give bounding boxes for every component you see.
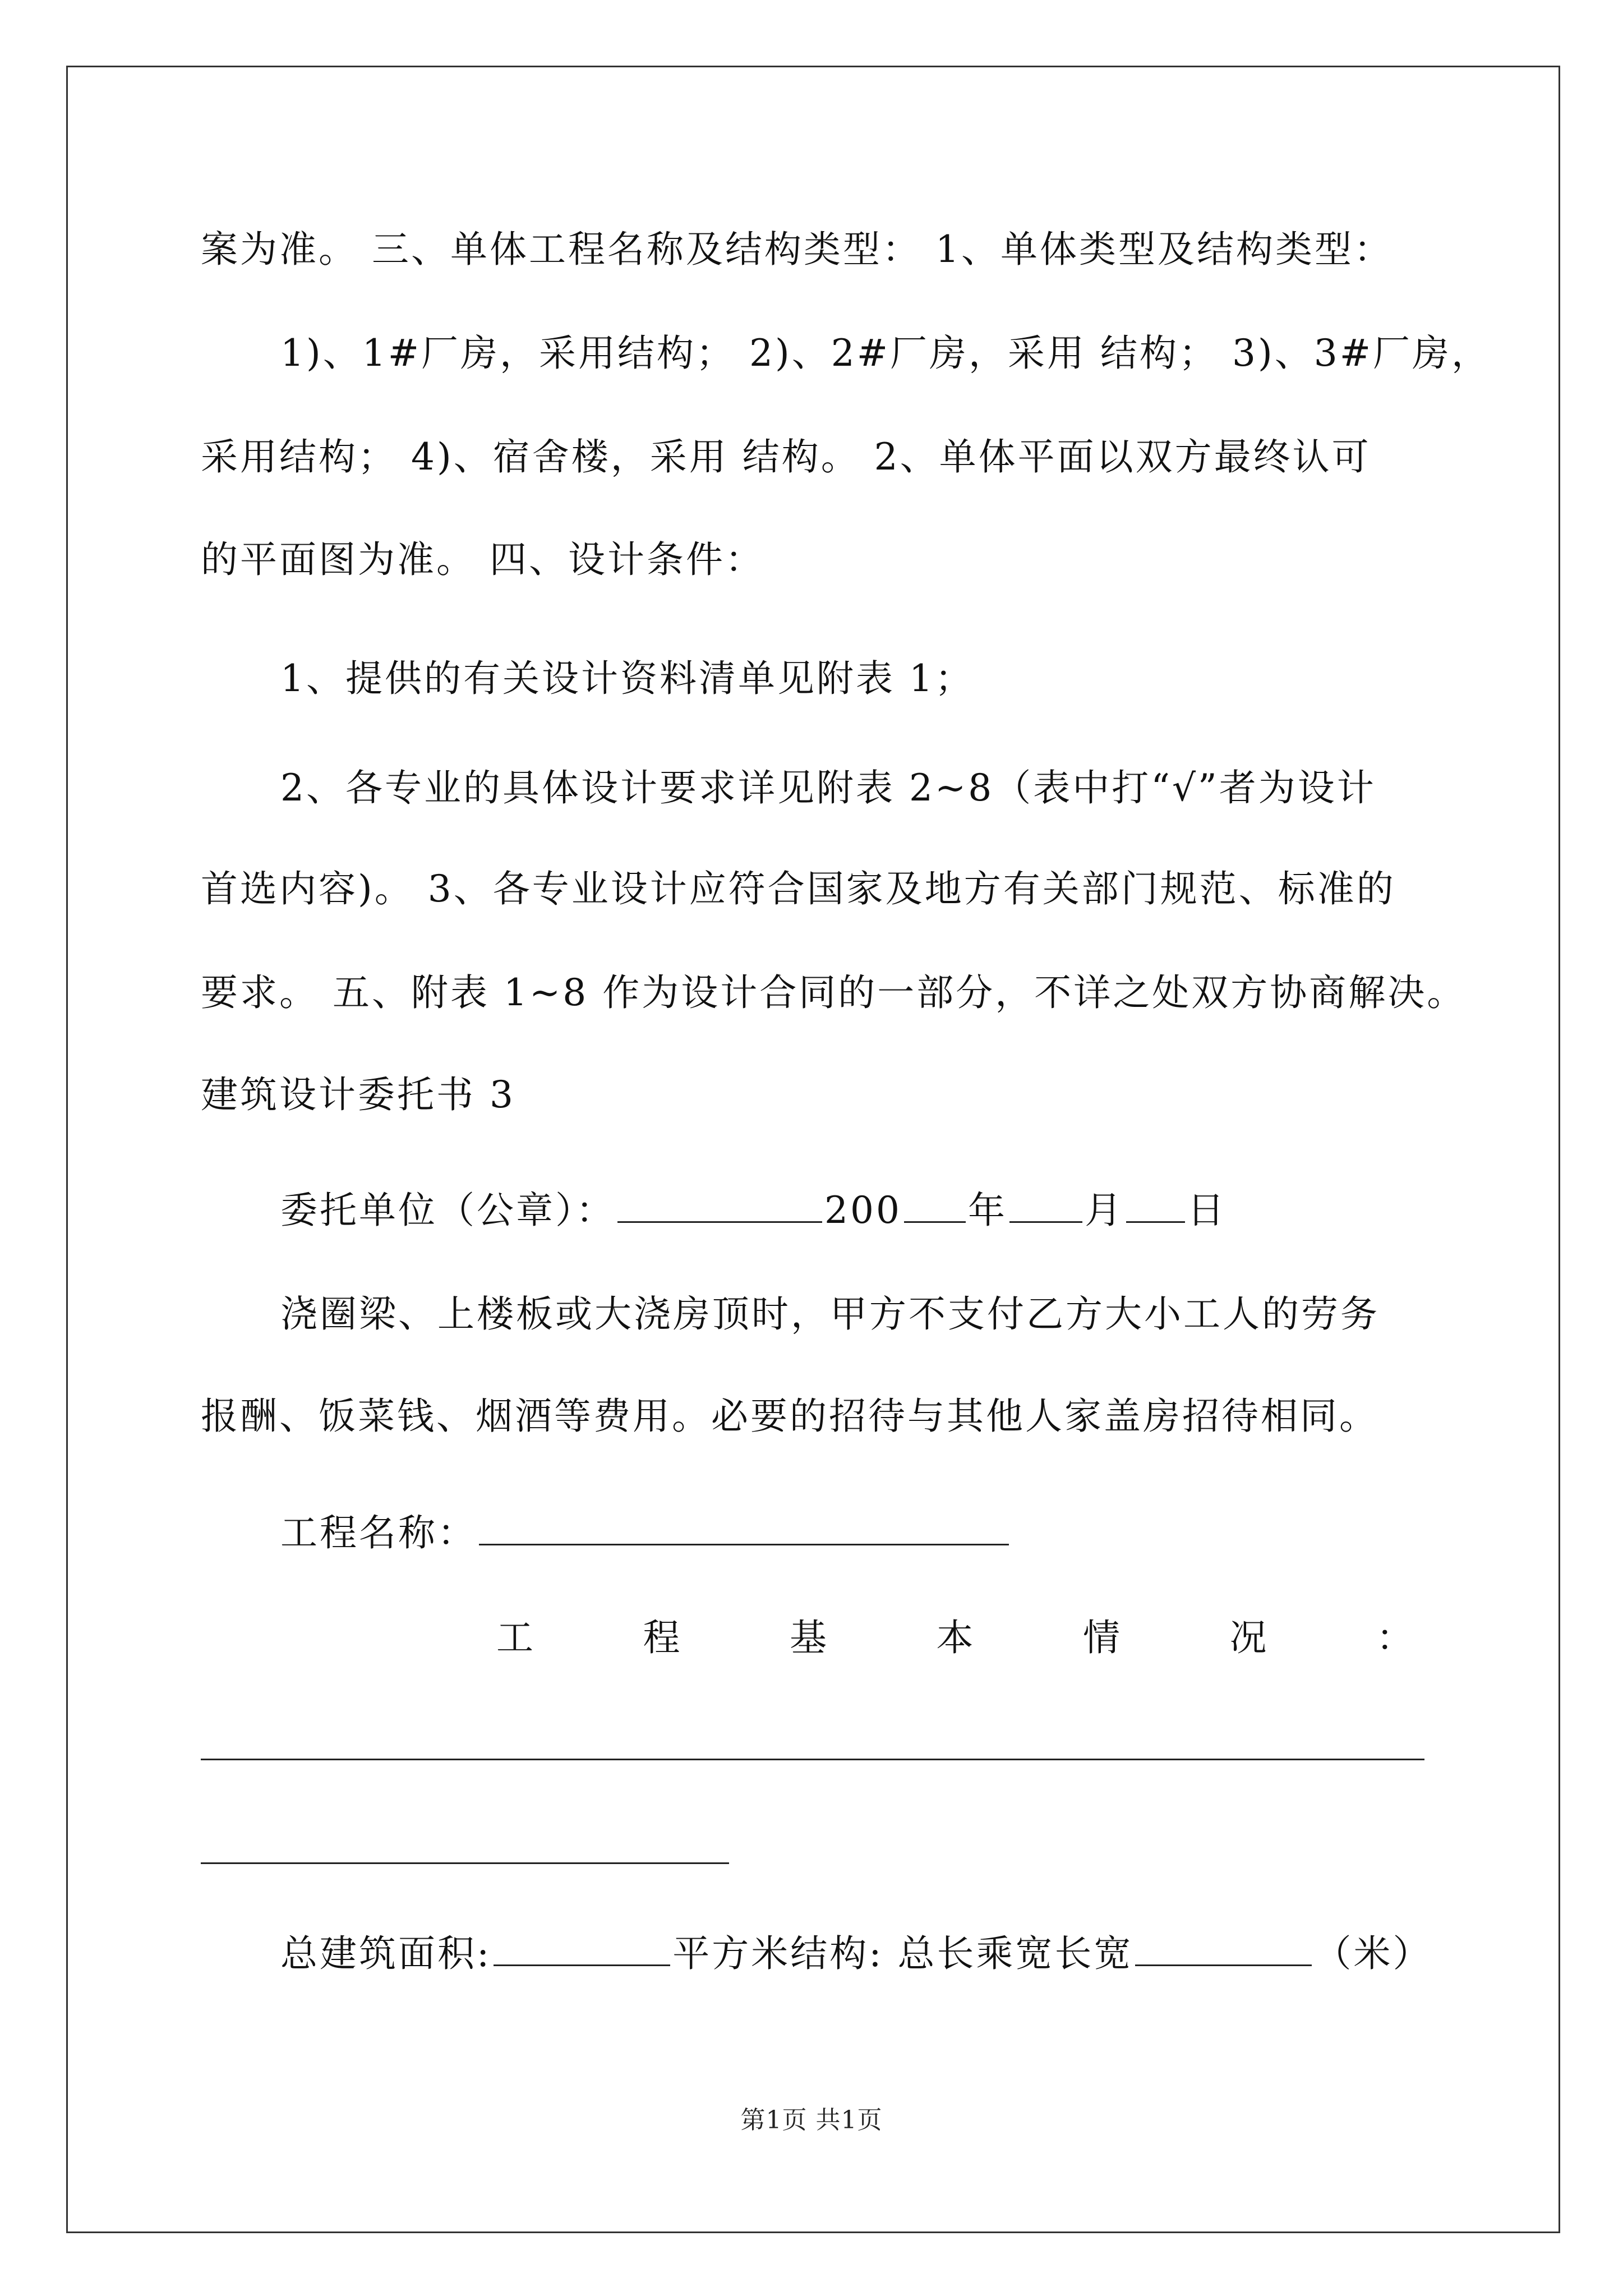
dimension-blank xyxy=(1135,1930,1312,1966)
meter-unit: （米） xyxy=(1314,1932,1432,1975)
page-footer: 第1页 共1页 xyxy=(740,2106,883,2134)
year-blank xyxy=(904,1186,966,1223)
text-line-8: 要求。 五、附表 1~8 作为设计合同的一部分，不详之处双方协商解决。 xyxy=(201,971,1467,1014)
basic-info-char-4: 本 xyxy=(936,1616,974,1659)
project-name-line xyxy=(280,1509,1011,1556)
text-line-5: 1、提供的有关设计资料清单见附表 1； xyxy=(280,657,974,700)
basic-info-char-2: 程 xyxy=(643,1616,680,1659)
day-blank xyxy=(1126,1186,1185,1223)
client-label: 委托单位（公章）： xyxy=(280,1189,615,1232)
basic-info-char-3: 基 xyxy=(790,1616,827,1659)
paragraph-a: 浇圈梁、上楼板或大浇房顶时，甲方不支付乙方大小工人的劳务 xyxy=(280,1292,1380,1336)
area-line xyxy=(280,1930,1432,1976)
section-heading: 建筑设计委托书 3 xyxy=(201,1073,515,1116)
text-line-7: 首选内容)。 3、各专业设计应符合国家及地方有关部门规范、标准的 xyxy=(201,867,1396,910)
day-label: 日 xyxy=(1187,1189,1227,1232)
structure-label: 平方米结构: 总长乘宽长宽 xyxy=(672,1932,1133,1975)
year-label: 年 xyxy=(967,1189,1007,1232)
basic-info-char-5: 情 xyxy=(1083,1616,1120,1659)
area-blank xyxy=(494,1930,670,1966)
text-line-4: 的平面图为准。 四、设计条件： xyxy=(201,538,764,581)
client-line xyxy=(280,1186,1227,1233)
text-line-3: 采用结构； 4)、宿舍楼，采用 结构。 2、单体平面以双方最终认可 xyxy=(201,435,1371,478)
client-blank xyxy=(617,1186,822,1223)
fill-in-rule-2 xyxy=(201,1862,729,1864)
text-line-1: 案为准。 三、单体工程名称及结构类型： 1、单体类型及结构类型： xyxy=(201,228,1393,271)
basic-info-heading xyxy=(496,1616,1413,1660)
project-name-label: 工程名称： xyxy=(280,1511,477,1554)
project-name-blank xyxy=(479,1509,1009,1545)
month-blank xyxy=(1009,1186,1082,1223)
paragraph-b: 报酬、饭菜钱、烟酒等费用。必要的招待与其他人家盖房招待相同。 xyxy=(201,1395,1378,1438)
month-label: 月 xyxy=(1084,1189,1124,1232)
text-line-6: 2、各专业的具体设计要求详见附表 2~8（表中打“√”者为设计 xyxy=(280,766,1376,809)
basic-info-char-6: 况 xyxy=(1229,1616,1267,1659)
year-prefix: 200 xyxy=(824,1189,902,1232)
basic-info-char-7: ： xyxy=(1376,1616,1413,1659)
area-label: 总建筑面积: xyxy=(280,1932,492,1975)
page-border xyxy=(66,66,1560,2233)
fill-in-rule-1 xyxy=(201,1759,1424,1760)
basic-info-char-1: 工 xyxy=(496,1616,533,1659)
text-line-2: 1)、1#厂房，采用结构； 2)、2#厂房，采用 结构； 3)、3#厂房， xyxy=(280,332,1491,375)
